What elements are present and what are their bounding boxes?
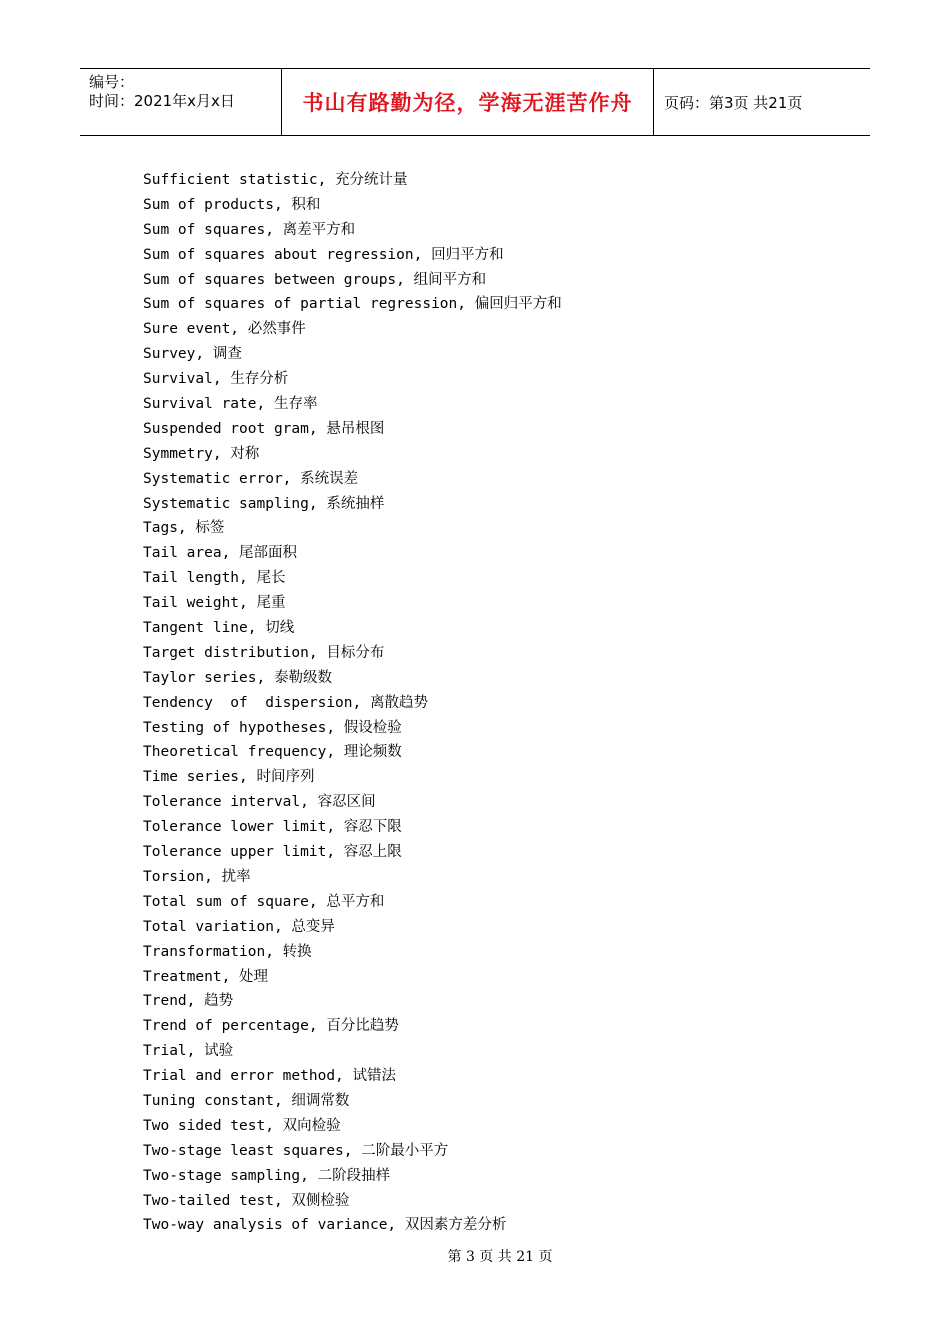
- glossary-entry: Tail weight, 尾重: [143, 595, 286, 612]
- glossary-entry: Suspended root gram, 悬吊根图: [143, 420, 385, 437]
- glossary-entry: Target distribution, 目标分布: [143, 644, 385, 661]
- glossary-entry: Symmetry, 对称: [143, 445, 260, 462]
- glossary-entry: Sum of squares, 离差平方和: [143, 221, 356, 238]
- glossary-entry: Trend of percentage, 百分比趋势: [143, 1018, 399, 1035]
- header-motto: 书山有路勤为径，学海无涯苦作舟: [302, 91, 633, 115]
- glossary-entry: Tags, 标签: [143, 520, 225, 537]
- glossary-entry: Testing of hypotheses, 假设检验: [143, 719, 402, 736]
- glossary-entry: Taylor series, 泰勒级数: [143, 669, 332, 686]
- glossary-entry: Tolerance lower limit, 容忍下限: [143, 819, 402, 836]
- glossary-entry: Two-tailed test, 双侧检验: [143, 1192, 350, 1209]
- glossary-entry: Sufficient statistic, 充分统计量: [143, 172, 408, 188]
- glossary-entry: Tuning constant, 细调常数: [143, 1092, 350, 1109]
- glossary-list: [143, 168, 562, 1238]
- header-meta-cell: [80, 69, 281, 135]
- glossary-entry: Survival, 生存分析: [143, 371, 289, 388]
- glossary-entry: Time series, 时间序列: [143, 769, 315, 786]
- glossary-entry: Sum of squares between groups, 组间平方和: [143, 271, 487, 288]
- header-page-cell: [654, 69, 870, 135]
- glossary-entry: Trend, 趋势: [143, 993, 234, 1010]
- header-page-info: 页码：第3页 共21页: [664, 93, 803, 112]
- glossary-entry: Treatment, 处理: [143, 968, 269, 985]
- glossary-entry: Sum of squares of partial regression, 偏回归平方和: [143, 296, 562, 313]
- page-footer: 第 3 页 共 21 页: [447, 1249, 553, 1265]
- glossary-entry: Sure event, 必然事件: [143, 321, 306, 338]
- glossary-entry: Tail length, 尾长: [143, 570, 286, 587]
- glossary-entry: Trial, 试验: [143, 1043, 234, 1060]
- glossary-entry: Sum of squares about regression, 回归平方和: [143, 246, 504, 263]
- glossary-entry: Survey, 调查: [143, 346, 242, 363]
- glossary-entry: Total sum of square, 总平方和: [143, 893, 385, 910]
- glossary-entry: Torsion, 扰率: [143, 868, 251, 885]
- glossary-entry: Systematic error, 系统误差: [143, 470, 359, 487]
- glossary-entry: Tail area, 尾部面积: [143, 545, 298, 562]
- glossary-entry: Two-stage least squares, 二阶最小平方: [143, 1142, 449, 1159]
- glossary-entry: Sum of products, 积和: [143, 196, 321, 213]
- glossary-entry: Trial and error method, 试错法: [143, 1068, 397, 1085]
- glossary-entry: Survival rate, 生存率: [143, 396, 318, 413]
- header-motto-cell: [281, 69, 654, 135]
- glossary-entry: Systematic sampling, 系统抽样: [143, 495, 385, 512]
- document-number-label: 编号：: [89, 73, 135, 91]
- glossary-entry: Tolerance upper limit, 容忍上限: [143, 844, 402, 861]
- document-date: 时间：2021年x月x日: [89, 92, 235, 110]
- page-header: [80, 68, 870, 136]
- glossary-entry: Tolerance interval, 容忍区间: [143, 794, 376, 811]
- glossary-entry: Two sided test, 双向检验: [143, 1117, 341, 1134]
- glossary-entry: Total variation, 总变异: [143, 918, 335, 935]
- glossary-entry: Two-way analysis of variance, 双因素方差分析: [143, 1217, 507, 1234]
- glossary-entry: Transformation, 转换: [143, 943, 312, 960]
- glossary-entry: Two-stage sampling, 二阶段抽样: [143, 1167, 391, 1184]
- glossary-entry: Tendency of dispersion, 离散趋势: [143, 694, 428, 711]
- glossary-entry: Tangent line, 切线: [143, 620, 295, 637]
- glossary-entry: Theoretical frequency, 理论频数: [143, 744, 402, 761]
